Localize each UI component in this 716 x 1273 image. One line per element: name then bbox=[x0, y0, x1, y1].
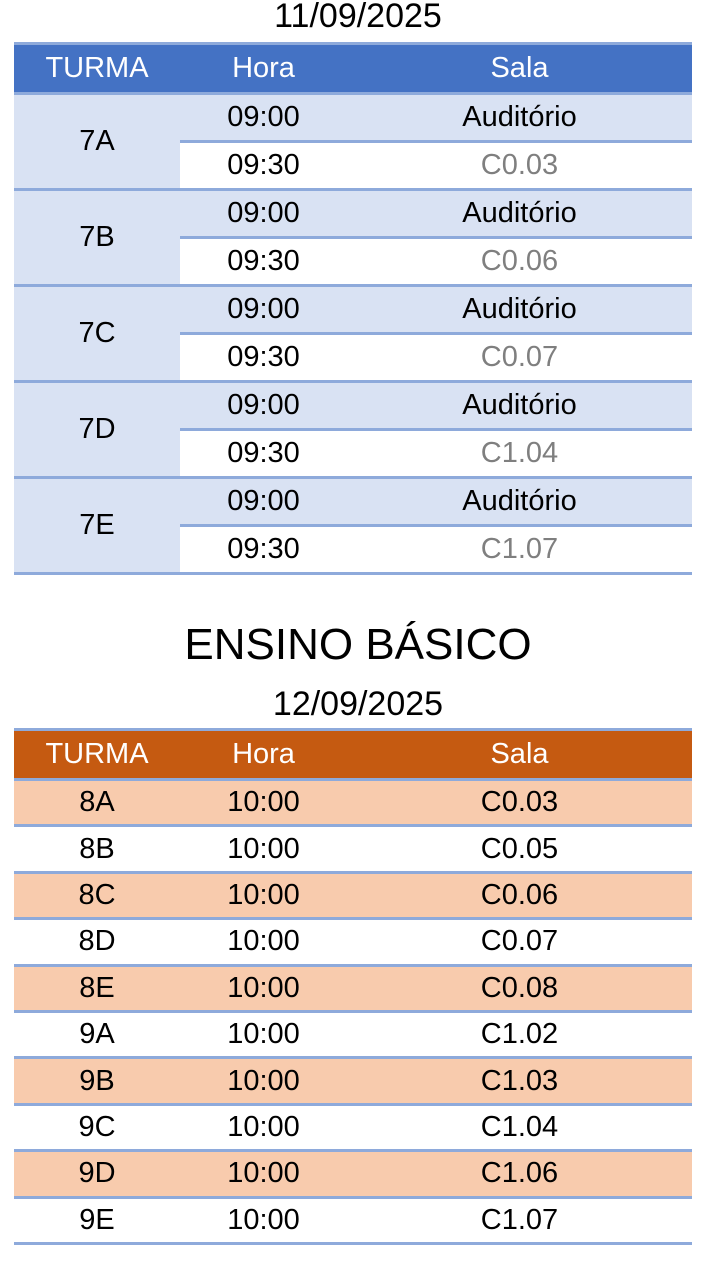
table-row bbox=[14, 382, 692, 430]
header-turma: TURMA bbox=[14, 730, 180, 780]
header-hora: Hora bbox=[180, 730, 347, 780]
hora-cell: 09:00 bbox=[180, 94, 347, 142]
hora-cell: 10:00 bbox=[180, 872, 347, 918]
turma-cell: 9E bbox=[14, 1197, 180, 1243]
turma-cell: 8A bbox=[14, 780, 180, 826]
table-header-row bbox=[14, 44, 692, 94]
table-row bbox=[14, 965, 692, 1011]
table-row bbox=[14, 872, 692, 918]
sala-cell: C1.03 bbox=[347, 1058, 692, 1104]
turma-cell: 7C bbox=[14, 286, 180, 382]
section2-date: 12/09/2025 bbox=[272, 685, 444, 723]
header-sala: Sala bbox=[347, 730, 692, 780]
hora-cell: 09:30 bbox=[180, 526, 347, 574]
hora-cell: 09:30 bbox=[180, 238, 347, 286]
sala-cell: C0.06 bbox=[347, 238, 692, 286]
table-row bbox=[14, 780, 692, 826]
sala-cell: Auditório bbox=[347, 382, 692, 430]
sala-cell: C0.08 bbox=[347, 965, 692, 1011]
hora-cell: 10:00 bbox=[180, 965, 347, 1011]
turma-cell: 7B bbox=[14, 190, 180, 286]
schedule-table-basic-education bbox=[14, 728, 692, 1245]
sala-cell: C1.02 bbox=[347, 1011, 692, 1057]
hora-cell: 10:00 bbox=[180, 919, 347, 965]
sala-cell: C0.03 bbox=[347, 780, 692, 826]
sala-cell: C1.04 bbox=[347, 430, 692, 478]
hora-cell: 09:30 bbox=[180, 334, 347, 382]
turma-cell: 7E bbox=[14, 478, 180, 574]
table-row bbox=[14, 1151, 692, 1197]
table-row bbox=[14, 1011, 692, 1057]
table-row bbox=[14, 1104, 692, 1150]
turma-cell: 7A bbox=[14, 94, 180, 190]
turma-cell: 8C bbox=[14, 872, 180, 918]
hora-cell: 10:00 bbox=[180, 1151, 347, 1197]
turma-cell: 8B bbox=[14, 826, 180, 872]
header-turma: TURMA bbox=[14, 44, 180, 94]
sala-cell: C0.07 bbox=[347, 919, 692, 965]
sala-cell: C0.03 bbox=[347, 142, 692, 190]
table-row bbox=[14, 1058, 692, 1104]
hora-cell: 10:00 bbox=[180, 826, 347, 872]
hora-cell: 10:00 bbox=[180, 780, 347, 826]
table-row bbox=[14, 919, 692, 965]
turma-cell: 8E bbox=[14, 965, 180, 1011]
turma-cell: 9D bbox=[14, 1151, 180, 1197]
sala-cell: Auditório bbox=[347, 190, 692, 238]
table-row bbox=[14, 94, 692, 142]
sala-cell: Auditório bbox=[347, 478, 692, 526]
sala-cell: C0.07 bbox=[347, 334, 692, 382]
sala-cell: Auditório bbox=[347, 286, 692, 334]
table-row bbox=[14, 478, 692, 526]
turma-cell: 8D bbox=[14, 919, 180, 965]
hora-cell: 09:00 bbox=[180, 382, 347, 430]
sala-cell: C1.07 bbox=[347, 526, 692, 574]
hora-cell: 10:00 bbox=[180, 1058, 347, 1104]
header-sala: Sala bbox=[347, 44, 692, 94]
table-row bbox=[14, 286, 692, 334]
turma-cell: 9A bbox=[14, 1011, 180, 1057]
turma-cell: 9C bbox=[14, 1104, 180, 1150]
hora-cell: 09:00 bbox=[180, 286, 347, 334]
section1-date: 11/09/2025 bbox=[274, 0, 442, 35]
sala-cell: Auditório bbox=[347, 94, 692, 142]
hora-cell: 10:00 bbox=[180, 1104, 347, 1150]
turma-cell: 7D bbox=[14, 382, 180, 478]
sala-cell: C1.06 bbox=[347, 1151, 692, 1197]
hora-cell: 09:30 bbox=[180, 142, 347, 190]
turma-cell: 9B bbox=[14, 1058, 180, 1104]
section2-title: ENSINO BÁSICO bbox=[184, 620, 532, 669]
table-row bbox=[14, 190, 692, 238]
hora-cell: 09:00 bbox=[180, 190, 347, 238]
header-hora: Hora bbox=[180, 44, 347, 94]
sala-cell: C1.07 bbox=[347, 1197, 692, 1243]
sala-cell: C1.04 bbox=[347, 1104, 692, 1150]
sala-cell: C0.06 bbox=[347, 872, 692, 918]
hora-cell: 09:00 bbox=[180, 478, 347, 526]
hora-cell: 09:30 bbox=[180, 430, 347, 478]
table-header-row bbox=[14, 730, 692, 780]
hora-cell: 10:00 bbox=[180, 1011, 347, 1057]
schedule-table-7th-grade bbox=[14, 42, 692, 575]
hora-cell: 10:00 bbox=[180, 1197, 347, 1243]
table-row bbox=[14, 826, 692, 872]
table-row bbox=[14, 1197, 692, 1243]
sala-cell: C0.05 bbox=[347, 826, 692, 872]
